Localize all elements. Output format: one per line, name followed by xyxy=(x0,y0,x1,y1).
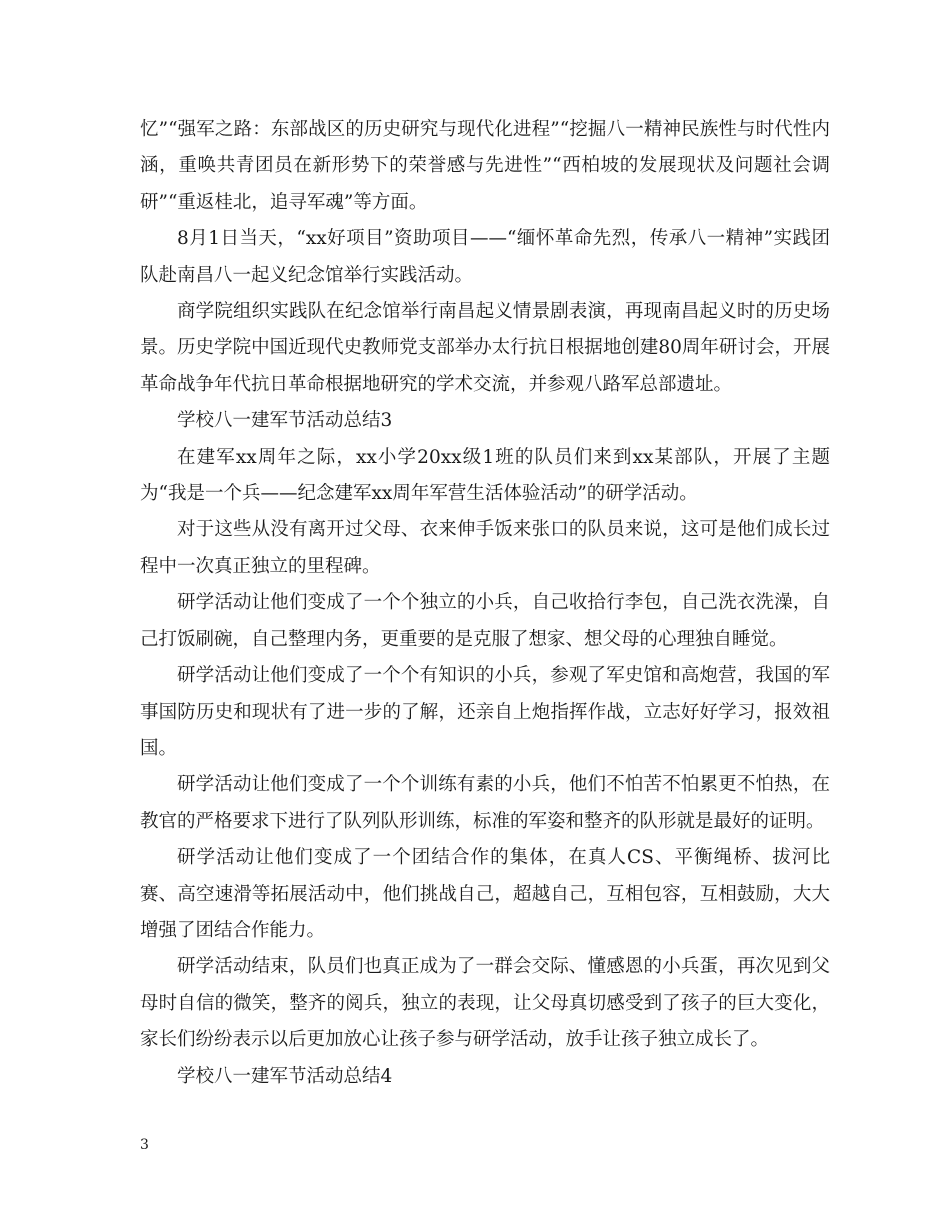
section-heading: 学校八一建军节活动总结3 xyxy=(177,410,393,432)
paragraph: 研学活动结束，队员们也真正成为了一群会交际、懂感恩的小兵蛋，再次见到父母时自信的微笑，整齐的阅兵，独立的表现，让父母真切感受到了孩子的巨大变化，家长们纷纷表示以后更加放心让孩子参与研学活动，放手让孩子独立成长了。 xyxy=(140,956,830,1051)
paragraph: 研学活动让他们变成了一个个训练有素的小兵，他们不怕苦不怕累更不怕热，在教官的严格要求下进行了队列队形训练，标准的军姿和整齐的队形就是最好的证明。 xyxy=(140,774,830,832)
section-heading: 学校八一建军节活动总结4 xyxy=(177,1065,393,1087)
paragraph: 商学院组织实践队在纪念馆举行南昌起义情景剧表演，再现南昌起义时的历史场景。历史学院中国近现代史教师党支部举办太行抗日根据地创建80周年研讨会，开展革命战争年代抗日革命根据地研究的学术交流，并参观八路军总部遗址。 xyxy=(140,301,830,395)
page-number: 3 xyxy=(140,1137,149,1153)
paragraph: 在建军xx周年之际，xx小学20xx级1班的队员们来到xx某部队，开展了主题为“我是一个兵——纪念建军xx周年军营生活体验活动”的研学活动。 xyxy=(140,446,830,505)
paragraph-continuation: 忆”“强军之路：东部战区的历史研究与现代化进程”“挖掘八一精神民族性与时代性内涵，重唤共青团员在新形势下的荣誉感与先进性”“西柏坡的发展现状及问题社会调研”“重返桂北，追寻军魂”等方面。 xyxy=(140,119,830,213)
paragraph: 8月1日当天，“xx好项目”资助项目——“缅怀革命先烈，传承八一精神”实践团队赴南昌八一起义纪念馆举行实践活动。 xyxy=(140,228,830,286)
paragraph: 研学活动让他们变成了一个个独立的小兵，自己收拾行李包，自己洗衣洗澡，自己打饭刷碗，自己整理内务，更重要的是克服了想家、想父母的心理独自睡觉。 xyxy=(140,592,830,650)
paragraph: 研学活动让他们变成了一个团结合作的集体，在真人CS、平衡绳桥、拔河比赛、高空速滑等拓展活动中，他们挑战自己，超越自己，互相包容，互相鼓励，大大增强了团结合作能力。 xyxy=(140,847,830,941)
paragraph: 研学活动让他们变成了一个个有知识的小兵，参观了军史馆和高炮营，我国的军事国防历史和现状有了进一步的了解，还亲自上炮指挥作战，立志好好学习，报效祖国。 xyxy=(140,665,830,759)
document-body xyxy=(140,112,830,1095)
paragraph: 对于这些从没有离开过父母、衣来伸手饭来张口的队员来说，这可是他们成长过程中一次真正独立的里程碑。 xyxy=(140,519,830,577)
